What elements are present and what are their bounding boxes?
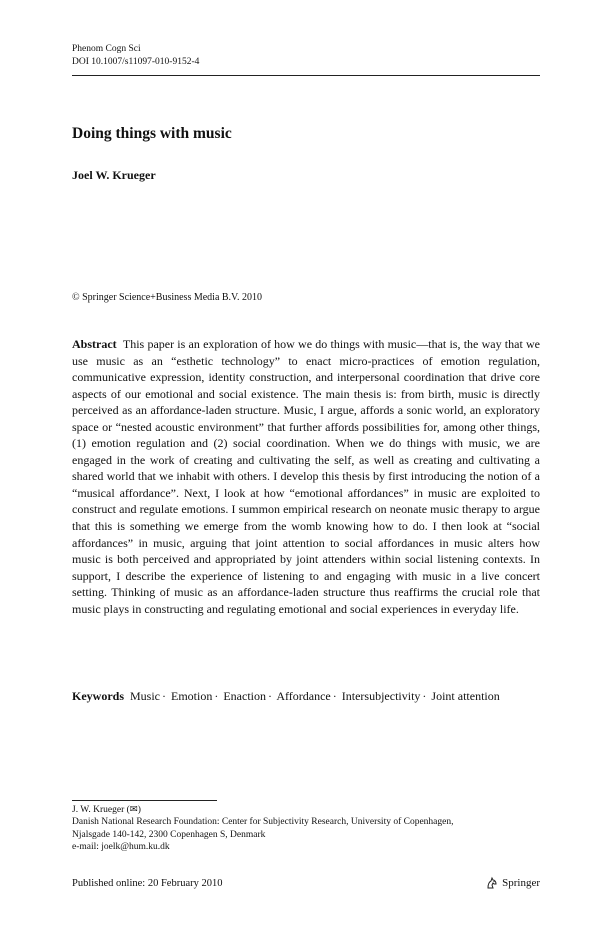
keyword-item: Emotion [171, 689, 213, 703]
published-date: Published online: 20 February 2010 [72, 878, 223, 889]
affiliation-name: J. W. Krueger (✉) [72, 805, 141, 815]
keyword-separator: · [162, 689, 166, 703]
abstract [72, 336, 540, 617]
footnote-rule [72, 800, 217, 801]
keyword-item: Enaction [223, 689, 266, 703]
affiliation-email: e-mail: joelk@hum.ku.dk [72, 841, 170, 852]
keyword-separator: · [422, 689, 427, 703]
article-title: Doing things with music [72, 125, 232, 142]
affiliation-line-2: Njalsgade 140-142, 2300 Copenhagen S, Denmark [72, 829, 266, 840]
copyright-notice: © Springer Science+Business Media B.V. 2010 [72, 292, 262, 303]
journal-header [72, 43, 199, 69]
keywords-list [130, 689, 500, 703]
author-name: Joel W. Krueger [72, 168, 156, 182]
keyword-item: Intersubjectivity [341, 689, 421, 703]
keyword-item: Affordance [276, 689, 331, 703]
publisher-logo [485, 876, 540, 890]
springer-horse-icon [485, 876, 499, 890]
abstract-label: Abstract [72, 337, 117, 351]
abstract-text: This paper is an exploration of how we do things with music—that is, the way that we use music as an “esthetic technology” to enact micro-practices of emotion regulation, communicative expression, identity construction, and interpersonal coordination that drive core aspects of our emotional and social existence. The main thesis is: from birth, music is directly perceived as an affordance-laden structure. Music, I argue, affords a sonic world, an exploratory space or “nested acoustic environment” that further affords possibilities for, among other things, (1) emotion regulation and (2) social coordination. When we do things with music, we are engaged in the work of creating and cultivating the self, as well as creating and cultivating a shared world that we inhabit with others. I develop this thesis by first introducing the notion of a “musical affordance”. Next, I look at how “emotional affordances” in music are exploited to construct and regulate emotions. I summon empirical research on neonate music therapy to argue that this is something we emerge from the womb knowing how to do. I then look at “social affordances” in music, arguing that joint attention to social affordances in music alters how music is both perceived and appropriated by joint attenders within social listening contexts. In support, I describe the experience of listening to and engaging with music in a live concert setting. Thinking of music as an affordance-laden structure thus reaffirms the crucial role that music plays in constructing and regulating emotional and social experiences in everyday life. [72, 337, 540, 616]
publisher-name: Springer [502, 877, 540, 889]
journal-name: Phenom Cogn Sci [72, 44, 141, 54]
affiliation-line-1: Danish National Research Foundation: Center for Subjectivity Research, University of Copenhagen, [72, 817, 454, 828]
keyword-separator: · [268, 689, 272, 703]
keyword-item: Music [130, 689, 160, 703]
author-affiliation [72, 804, 454, 853]
header-rule [72, 75, 540, 76]
keywords [72, 688, 540, 705]
keyword-item: Joint attention [431, 689, 500, 703]
doi: DOI 10.1007/s11097-010-9152-4 [72, 57, 200, 67]
keywords-label: Keywords [72, 689, 124, 703]
keyword-separator: · [214, 689, 219, 703]
keyword-separator: · [332, 689, 337, 703]
